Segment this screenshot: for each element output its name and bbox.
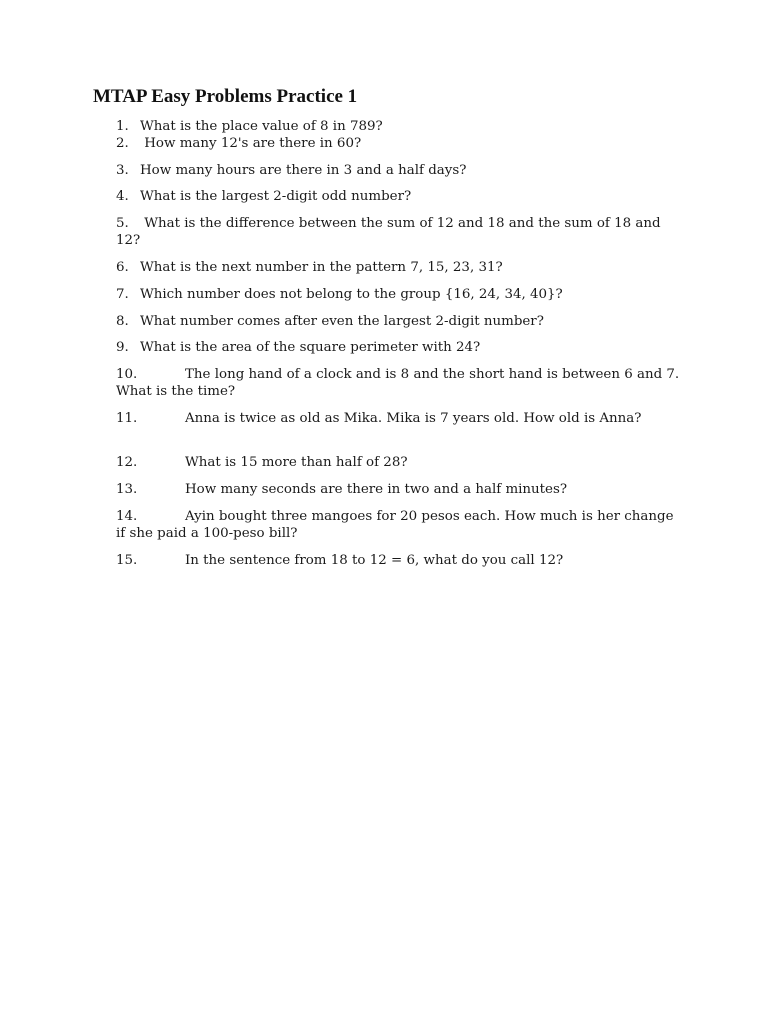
question-text: Ayin bought three mangoes for 20 pesos each. How much is her change if she paid a 100-peso bill? bbox=[116, 509, 674, 541]
question-7 bbox=[116, 286, 681, 303]
question-number: 1. bbox=[116, 119, 129, 134]
question-9 bbox=[116, 339, 681, 356]
question-number: 9. bbox=[116, 340, 129, 355]
question-14 bbox=[116, 508, 681, 542]
question-8 bbox=[116, 313, 681, 330]
question-number: 5. bbox=[116, 216, 129, 231]
question-text: What is the place value of 8 in 789? bbox=[140, 119, 383, 134]
question-text: What number comes after even the largest 2-digit number? bbox=[140, 314, 544, 329]
question-number: 11. bbox=[116, 411, 138, 426]
question-text: The long hand of a clock and is 8 and the short hand is between 6 and 7. What is the time? bbox=[116, 367, 680, 399]
question-number: 12. bbox=[116, 455, 138, 470]
question-5 bbox=[116, 215, 681, 249]
page-title: MTAP Easy Problems Practice 1 bbox=[93, 86, 358, 107]
question-15 bbox=[116, 552, 681, 569]
question-text: What is the area of the square perimeter with 24? bbox=[140, 340, 481, 355]
question-13 bbox=[116, 481, 681, 498]
question-text: Anna is twice as old as Mika. Mika is 7 years old. How old is Anna? bbox=[185, 411, 642, 426]
question-number: 14. bbox=[116, 509, 138, 524]
question-text: What is the largest 2-digit odd number? bbox=[140, 189, 412, 204]
question-number: 2. bbox=[116, 136, 129, 151]
question-text: How many hours are there in 3 and a half days? bbox=[140, 163, 467, 178]
question-4 bbox=[116, 188, 681, 205]
question-6 bbox=[116, 259, 681, 276]
question-text: How many 12's are there in 60? bbox=[140, 136, 362, 151]
question-number: 8. bbox=[116, 314, 129, 329]
question-1 bbox=[116, 118, 681, 135]
question-text: What is the next number in the pattern 7, 15, 23, 31? bbox=[140, 260, 503, 275]
question-number: 6. bbox=[116, 260, 129, 275]
question-text: How many seconds are there in two and a half minutes? bbox=[185, 482, 568, 497]
question-text: What is 15 more than half of 28? bbox=[185, 455, 408, 470]
question-number: 15. bbox=[116, 553, 138, 568]
question-text: What is the difference between the sum of 12 and 18 and the sum of 18 and 12? bbox=[116, 216, 661, 248]
question-number: 3. bbox=[116, 163, 129, 178]
question-10 bbox=[116, 366, 681, 400]
question-text: Which number does not belong to the group {16, 24, 34, 40}? bbox=[140, 287, 563, 302]
question-text: In the sentence from 18 to 12 = 6, what do you call 12? bbox=[185, 553, 564, 568]
question-number: 10. bbox=[116, 367, 138, 382]
question-number: 13. bbox=[116, 482, 138, 497]
question-3 bbox=[116, 162, 681, 179]
question-number: 4. bbox=[116, 189, 129, 204]
question-number: 7. bbox=[116, 287, 129, 302]
question-12 bbox=[116, 454, 681, 471]
question-2 bbox=[116, 135, 681, 152]
question-11 bbox=[116, 410, 681, 427]
